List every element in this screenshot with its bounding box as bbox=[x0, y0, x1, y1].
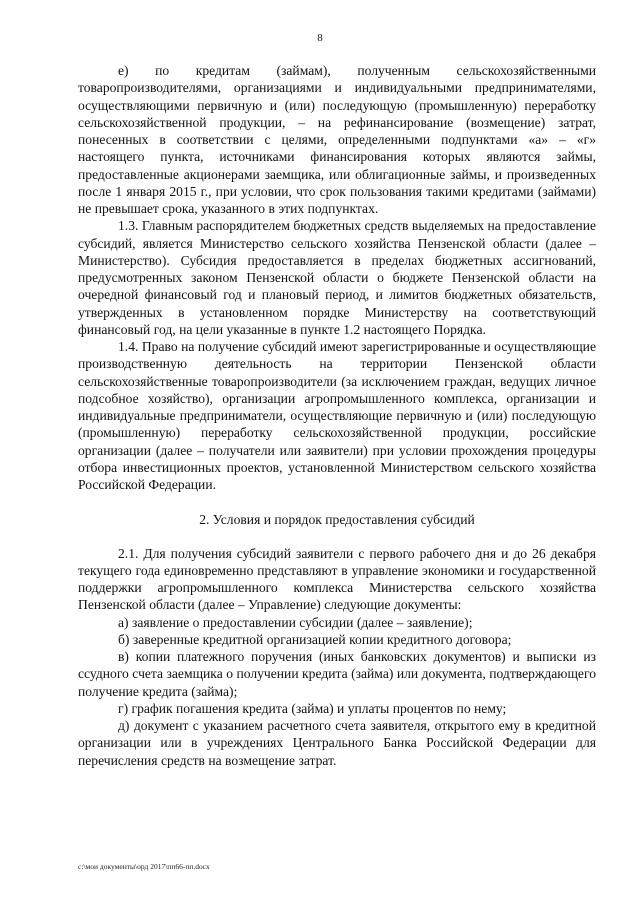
document-body bbox=[78, 62, 596, 769]
list-item-d: д) документ с указанием расчетного счета заявителя, открытого ему в кредитной организации или в учреждениях Центрального Банка Российской Федерации для перечисления средств на возмещение затрат. bbox=[78, 718, 596, 768]
paragraph-2-1: 2.1. Для получения субсидий заявители с первого рабочего дня и до 26 декабря текущего года единовременно представляют в управление экономики и государственной поддержки агропромышленного комплекса Министерства сельского хозяйства Пензенской области (далее – Управление) следующие документы: bbox=[78, 545, 596, 613]
paragraph-1-3: 1.3. Главным распорядителем бюджетных средств выделяемых на предоставление субсидий, является Министерство сельского хозяйства Пензенской области (далее – Министерство). Субсидия предоставляется в пределах бюджетных ассигнований, предусмотренных законом Пензенской области о бюджете Пензенской области на очередной финансовый год и плановый период, и лимитов бюджетных обязательств, утвержденных в установленном порядке Министерству на соответствующий финансовый год, на цели указанные в пункте 1.2 настоящего Порядка. bbox=[78, 218, 596, 337]
list-item-g: г) график погашения кредита (займа) и уплаты процентов по нему; bbox=[118, 700, 507, 716]
footer-file-path: c:\мои документы\орд 2017\пп66-пп.docx bbox=[78, 862, 210, 871]
list-item-a: а) заявление о предоставлении субсидии (далее – заявление); bbox=[118, 614, 473, 630]
paragraph-1-4: 1.4. Право на получение субсидий имеют зарегистрированные и осуществляющие производственную деятельность на территории Пензенской области сельскохозяйственные товаропроизводители (за исключением граждан, ведущих личное подсобное хозяйство), организации агропромышленного комплекса, организации и индивидуальные предприниматели, осуществляющие первичную и (или) последующую (промышленную) переработку сельскохозяйственной продукции, российские организации (далее – получатели или заявители) при условии прохождения процедуры отбора инвестиционных проектов, установленной Министерством сельского хозяйства Российской Федерации. bbox=[78, 339, 596, 492]
list-item-v: в) копии платежного поручения (иных банковских документов) и выписки из ссудного счета заемщика о получении кредита (займа) или документа, подтверждающего получение кредита (займа); bbox=[78, 649, 596, 699]
section-heading: 2. Условия и порядок предоставления субсидий bbox=[199, 512, 475, 528]
paragraph-e: е) по кредитам (займам), полученным сельскохозяйственными товаропроизводителями, организациями и индивидуальными предпринимателями, осуществляющими первичную и (или) последующую (промышленную) переработку сельскохозяйственной продукции, – на рефинансирование (возмещение) затрат, понесенных в соответствии с целями, определенными подпунктами «а» – «г» настоящего пункта, источниками финансирования которых являются займы, предоставленные акционерами заемщика, или облигационные займы, и произведенных после 1 января 2015 г., при условии, что срок пользования такими кредитами (займами) не превышает срока, указанного в этих подпунктах. bbox=[78, 63, 596, 216]
list-item-b: б) заверенные кредитной организацией копии кредитного договора; bbox=[118, 631, 512, 647]
page-number: 8 bbox=[317, 32, 323, 44]
